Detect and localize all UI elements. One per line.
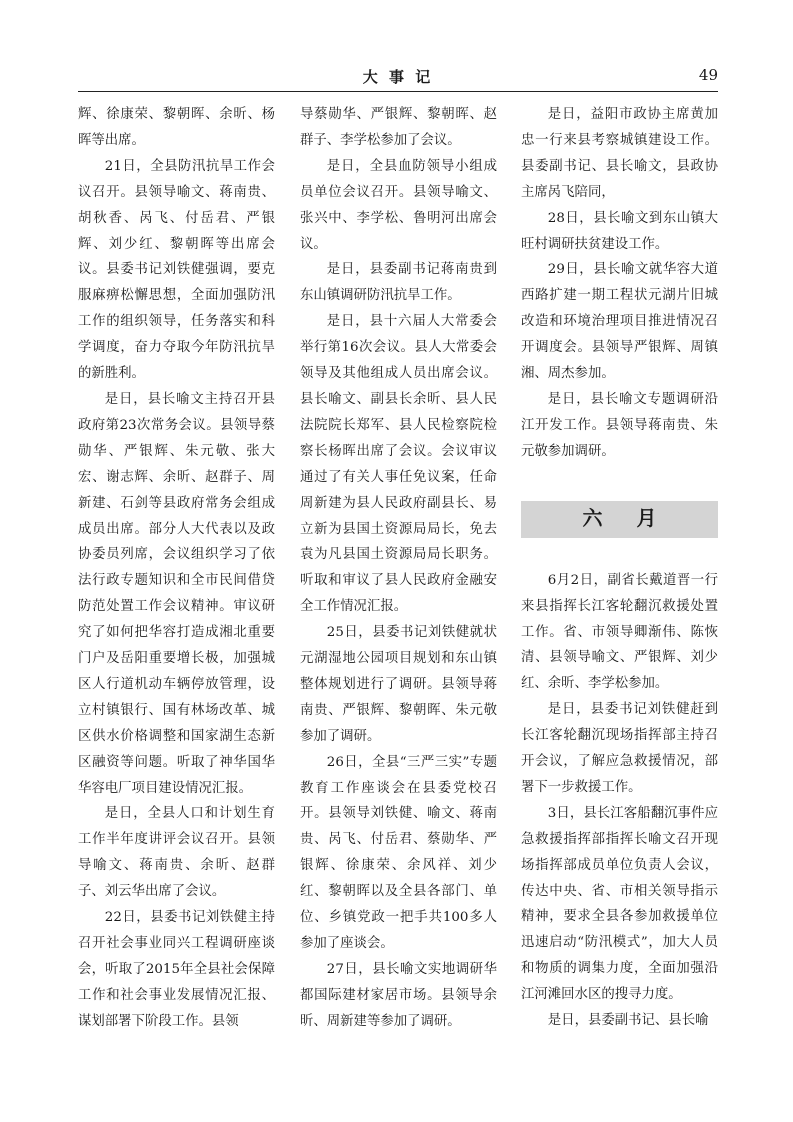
header-rule — [78, 91, 718, 92]
paragraph: 是日，县委副书记、县长喻 — [547, 1013, 709, 1029]
running-title: 大 事 记 — [362, 68, 434, 86]
column-1 — [78, 102, 275, 1035]
paragraph: 是日，全县人口和计划生育工作半年度讲评会议召开。县领导喻文、蒋南贵、余昕、赵群子、刘云华出席了会议。 — [78, 806, 275, 900]
paragraph: 是日，县长喻文主持召开县政府第23次常务会议。县领导蔡勋华、严银辉、朱元敬、张大宏、谢志辉、余昕、赵群子、周新建、石剑等县政府常务会组成成员出席。部分人大代表以及政协委员列席，会议组织学习了依法行政专题知识和全市民间借贷防范处置工作会议精神。审议研究了如何把华容打造成湘北重要门户及岳阳重要增长极，加强城区人行道机动车辆停放管理，设立村镇银行、国有林场改革、城区供水价格调整和国家湖生态新区融资等问题。听取了神华国华华容电厂项目建设情况汇报。 — [78, 391, 275, 796]
paragraph: 是日，益阳市政协主席黄加忠一行来县考察城镇建设工作。县委副书记、县长喻文，县政协主席呙飞陪同， — [521, 107, 718, 200]
paragraph: 是日，全县血防领导小组成员单位会议召开。县领导喻文、张兴中、李学松、鲁明河出席会议。 — [300, 158, 497, 252]
paragraph: 是日，县十六届人大常委会举行第16次会议。县人大常委会领导及其他组成人员出席会议。县长喻文、副县长余昕、县人民法院院长郑军、县人民检察院检察长杨晖出席了会议。会议审议通过了有关人事任免议案，任命周新建为县人民政府副县长、易立新为县国土资源局局长，免去袁为凡县国土资源局局长职务。听取和审议了县人民政府金融安全工作情况汇报。 — [300, 314, 497, 615]
month-heading: 六月 — [521, 501, 718, 538]
paragraph: 3日，县长江客船翻沉事件应急救援指挥部指挥长喻文召开现场指挥部成员单位负责人会议，传达中央、省、市相关领导指示精神，要求全县各参加救援单位迅速启动“防汛模式”，加大人员和物质的调集力度，全面加强沿江河滩回水区的搜寻力度。 — [521, 805, 718, 1003]
paragraph: 辉、徐康荣、黎朝晖、余昕、杨晖等出席。 — [78, 107, 275, 148]
page-header — [78, 66, 718, 90]
paragraph: 27日，县长喻文实地调研华都国际建材家居市场。县领导余昕、周新建等参加了调研。 — [300, 961, 497, 1029]
paragraph: 6月2日，副省长戴道晋一行来县指挥长江客轮翻沉救援处置工作。省、市领导卿渐伟、陈恢清、县领导喻文、严银辉、刘少红、余昕、李学松参加。 — [521, 572, 718, 692]
paragraph: 22日，县委书记刘铁健主持召开社会事业同兴工程调研座谈会，听取了2015年全县社会保障工作和社会事业发展情况汇报、谋划部署下阶段工作。县领 — [78, 910, 275, 1029]
paragraph: 是日，县委副书记蒋南贵到东山镇调研防汛抗旱工作。 — [300, 262, 497, 304]
paragraph: 是日，县委书记刘铁健赶到长江客轮翻沉现场指挥部主持召开会议，了解应急救援情况，部署下一步救援工作。 — [521, 702, 718, 795]
paragraph: 是日，县长喻文专题调研沿江开发工作。县领导蒋南贵、朱元敬参加调研。 — [521, 391, 718, 459]
paragraph: 导蔡勋华、严银辉、黎朝晖、赵群子、李学松参加了会议。 — [300, 107, 497, 148]
page-number: 49 — [698, 66, 718, 84]
paragraph: 28日，县长喻文到东山镇大旺村调研扶贫建设工作。 — [521, 210, 718, 252]
paragraph: 21日，全县防汛抗旱工作会议召开。县领导喻文、蒋南贵、胡秋香、呙飞、付岳君、严银辉、刘少红、黎朝晖等出席会议。县委书记刘铁健强调，要克服麻痹松懈思想，全面加强防汛工作的组织领导，任务落实和科学调度，奋力夺取今年防汛抗旱的新胜利。 — [78, 158, 275, 382]
column-2 — [300, 102, 497, 1035]
paragraph: 26日，全县“三严三实”专题教育工作座谈会在县委党校召开。县领导刘铁健、喻文、蒋南贵、呙飞、付岳君、蔡勋华、严银辉、徐康荣、余风祥、刘少红、黎朝晖以及全县各部门、单位、乡镇党政一把手共100多人参加了座谈会。 — [300, 754, 497, 951]
column-3 — [521, 102, 718, 1034]
paragraph: 25日，县委书记刘铁健就状元湖湿地公园项目规划和东山镇整体规划进行了调研。县领导蒋南贵、严银辉、黎朝晖、朱元敬参加了调研。 — [300, 625, 497, 744]
paragraph: 29日，县长喻文就华容大道西路扩建一期工程状元湖片旧城改造和环境治理项目推进情况召开调度会。县领导严银辉、周镇湘、周杰参加。 — [521, 262, 718, 382]
